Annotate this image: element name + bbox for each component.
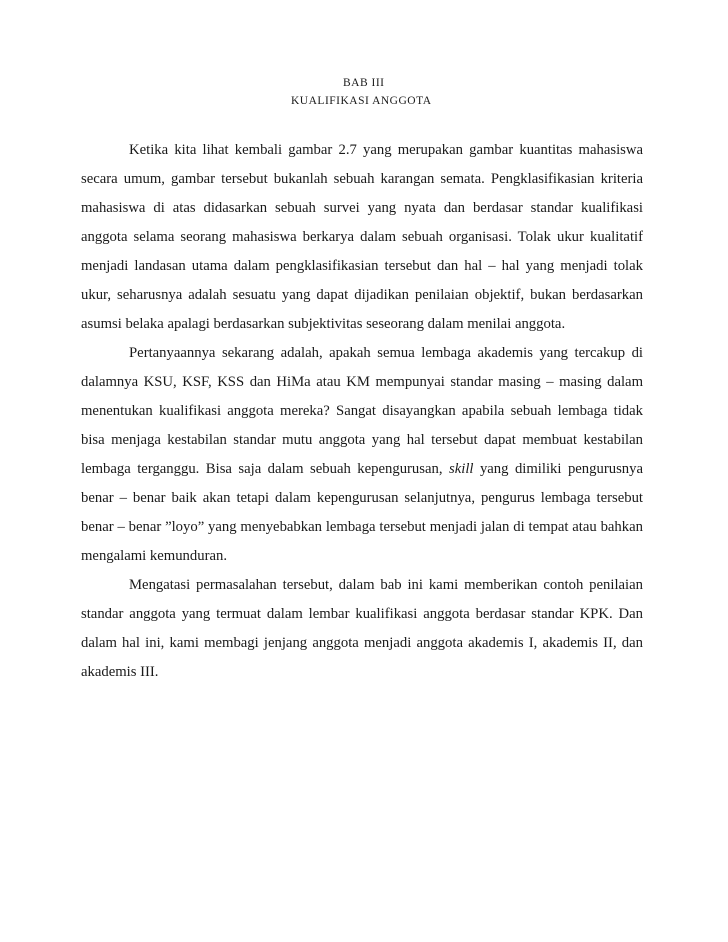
chapter-label: BAB III xyxy=(343,77,385,89)
chapter-title: KUALIFIKASI ANGGOTA xyxy=(291,95,432,107)
emphasis-skill: skill xyxy=(449,461,474,477)
paragraph-2-part-1: Pertanyaannya sekarang adalah, apakah semua lembaga akademis yang tercakup di dalamnya KSU, KSF, KSS dan HiMa atau KM mempunyai standar masing – masing dalam menentukan kualifikasi anggota mereka? Sangat disayangkan apabila sebuah lembaga tidak bisa menjaga kestabilan standar mutu anggota yang hal tersebut dapat membuat kestabilan lembaga terganggu. Bisa saja dalam sebuah kepengurusan, xyxy=(81,345,643,477)
paragraph-1: Ketika kita lihat kembali gambar 2.7 yang merupakan gambar kuantitas mahasiswa secara umum, gambar tersebut bukanlah sebuah karangan semata. Pengklasifikasian kriteria mahasiswa di atas didasarkan sebuah survei yang nyata dan berdasar standar kualifikasi anggota selama seorang mahasiswa berkarya dalam sebuah organisasi. Tolak ukur kualitatif menjadi landasan utama dalam pengklasifikasian tersebut dan hal – hal yang menjadi tolak ukur, seharusnya adalah sesuatu yang dapat dijadikan penilaian objektif, bukan berdasarkan asumsi belaka apalagi berdasarkan subjektivitas seseorang dalam menilai anggota. xyxy=(81,142,643,332)
document-page xyxy=(81,74,643,687)
paragraph-3: Mengatasi permasalahan tersebut, dalam bab ini kami memberikan contoh penilaian standar anggota yang termuat dalam lembar kualifikasi anggota berdasar standar KPK. Dan dalam hal ini, kami membagi jenjang anggota menjadi anggota akademis I, akademis II, dan akademis III. xyxy=(81,577,643,680)
paragraph-2-part-2: yang dimiliki pengurusnya benar – benar baik akan tetapi dalam kepengurusan selanjutnya, pengurus lembaga tersebut benar – benar ”loyo” yang menyebabkan lembaga tersebut menjadi jalan di tempat atau bahkan mengalami kemunduran. xyxy=(81,461,643,564)
paragraph-2 xyxy=(81,339,643,571)
